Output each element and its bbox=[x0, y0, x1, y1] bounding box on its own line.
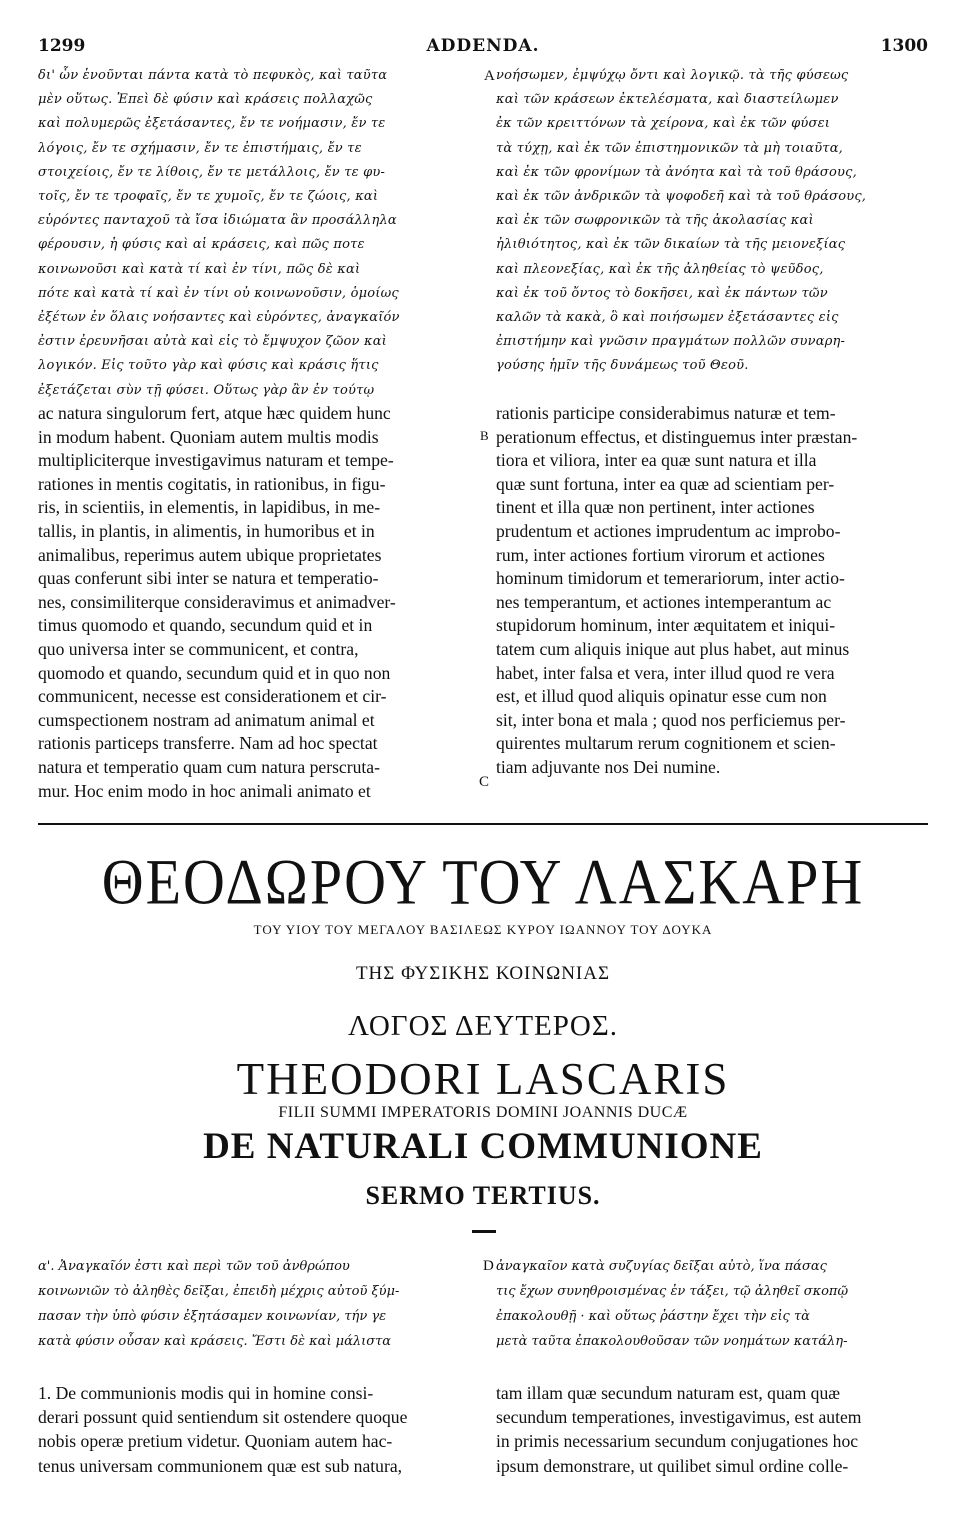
margin-mark-b: B bbox=[480, 428, 489, 443]
latin-text-bottom-left: 1. De communionis modis qui in homine consi- derari possunt quid sentiendum sit ostendere quoque nobis operæ pretium videtur. Quoniam autem hac- tenus universam communionem quæ est sub natura, bbox=[38, 1383, 408, 1476]
latin-subtitle: FILII SUMMI IMPERATORIS DOMINI JOANNIS DUCÆ bbox=[278, 1104, 688, 1121]
greek-title: ΘΕΟΔΩΡΟΥ ΤΟΥ ΛΑΣΚΑΡΗ bbox=[101, 845, 865, 918]
running-header bbox=[38, 36, 928, 60]
greek-text-bottom-right: ἀναγκαῖον κατὰ συζυγίας δεῖξαι αὐτὸ, ἵνα πάσας τις ἔχων συνηθροισμένας ἐν τάξει, τῷ ἀληθεῖ σκοπῷ ἐπακολουθῇ · καὶ οὕτως ῥάστην ἔχει τὴν εἰς τὰ μετὰ ταῦτα ἐπακολουθοῦσαν τῶν νοημάτων κατάλη- bbox=[496, 1259, 849, 1349]
greek-text-top-left: δι' ὧν ἑνοῦνται πάντα κατὰ τὸ πεφυκὸς, καὶ ταῦτα μὲν οὕτως. Ἐπεὶ δὲ φύσιν καὶ κράσεις πολλαχῶς καὶ πολυμερῶς ἐξετάσαντες, ἔν τε νοήμασιν, ἔν τε λόγοις, ἔν τε σχήμασιν, ἔν τε ἐπιστήμαις, ἔν τε στοιχείοις, ἔν τε λίθοις, ἔν τε μετάλλοις, ἔν τε φυ- τοῖς, ἔν τε τροφαῖς, ἔν τε χυμοῖς, ἔν τε ζώοις, καὶ εὑρόντες πανταχοῦ τὰ ἴσα ἰδιώματα ἃν προσάλληλα φέρουσιν, ἡ φύσις καὶ αἱ κράσεις, καὶ πῶς ποτε κοινωνοῦσι καὶ κατὰ τί καὶ ἐν τίνι, πῶς δὲ καὶ πότε καὶ κατὰ τί καὶ ἐν τίνι οὐ κοινωνοῦσιν, ὁμοίως ἐξέτων ἐν ὅλαις νοήσαντες καὶ εὑρόντες, ἀναγκαῖόν ἐστιν ἐρευνῆσαι αὐτὰ καὶ εἰς τὸ ἔμψυχον ζῶον καὶ λογικόν. Εἰς τοῦτο γὰρ καὶ φύσις καὶ κράσις ἥτις ἐξετάζεται σὺν τῇ φύσει. Οὕτως γὰρ ἂν ἐν τούτῳ bbox=[38, 68, 400, 398]
latin-sermo: SERMO TERTIUS. bbox=[365, 1181, 601, 1210]
greek-text-bottom-left: α'. Ἀναγκαῖόν ἐστι καὶ περὶ τῶν τοῦ ἀνθρώπου κοινωνιῶν τὸ ἀληθὲς δεῖξαι, ἐπειδὴ μέχρις αὐτοῦ ξύμ- πασαν τὴν ὑπὸ φύσιν ἐξητάσαμεν κοινωνίαν, τήν γε κατὰ φύσιν οὖσαν καὶ κράσεις. Ἔστι δὲ καὶ μάλιστα bbox=[38, 1259, 400, 1349]
margin-mark-d: D bbox=[483, 1258, 494, 1274]
greek-work-title: ΤΗΣ ΦΥΣΙΚΗΣ ΚΟΙΝΩΝΙΑΣ bbox=[355, 963, 611, 984]
latin-text-top-right: rationis participe considerabimus naturæ et tem- perationum effectus, et distinguemus inter præstan- tiora et viliora, inter ea quæ sunt natura et illa quæ sunt fortuna, inter ea quæ ad scientiam per- tinent et illa quæ non pertinent, inter actiones prudentum et actiones imprudentum ac improbo- rum, inter actiones fortium virorum et actiones hominum timidorum et temerariorum, inter actio- nes temperantum, et actiones intemperantum ac stupidorum hominum, inter æquitatem et iniqui- tatem cum aliquis inique aut plus habet, aut minus habet, inter falsa et vera, inter illud quod re vera est, et illud quod aliquis opinatur esse cum non sit, inter bona et mala ; quod nos perficiemus per- quirentes multarum rerum cognitionem et scien- tiam adjuvante nos Dei numine. bbox=[496, 403, 858, 777]
margin-mark-a: A bbox=[484, 68, 495, 84]
latin-work-title: DE NATURALI COMMUNIONE bbox=[203, 1126, 763, 1167]
greek-subtitle: ΤΟΥ ΥΙΟΥ ΤΟΥ ΜΕΓΑΛΟΥ ΒΑΣΙΛΕΩΣ ΚΥΡΟΥ ΙΩΑΝΝΟΥ ΤΟΥ ΔΟΥΚΑ bbox=[253, 922, 713, 937]
latin-title: THEODORI LASCARIS bbox=[236, 1054, 730, 1104]
left-page-number: 1299 bbox=[38, 36, 86, 56]
greek-text-top-right: νοήσωμεν, ἐμψύχῳ ὄντι καὶ λογικῷ. τὰ τῆς φύσεως καὶ τῶν κράσεων ἐκτελέσματα, καὶ διαστείλωμεν ἐκ τῶν κρειττόνων τὰ χείρονα, καὶ ἐκ τῶν φύσει τὰ τύχῃ, καὶ ἐκ τῶν ἐπιστημονικῶν τὰ μὴ τοιαῦτα, καὶ ἐκ τῶν φρονίμων τὰ ἀνόητα καὶ τὰ τοῦ θράσους, καὶ ἐκ τῶν ἀνδρικῶν τὰ ψοφοδεῆ καὶ τὰ τοῦ θράσους, καὶ ἐκ τῶν σωφρονικῶν τὰ τῆς ἀκολασίας καὶ ἠλιθιότητος, καὶ ἐκ τῶν δικαίων τὰ τῆς μειονεξίας καὶ πλεονεξίας, καὶ ἐκ τῆς ἀληθείας τὸ ψεῦδος, καὶ ἐκ τοῦ ὄντος τὸ δοκῆσει, καὶ ἐκ πάντων τῶν καλῶν τὰ κακὰ, ὃ καὶ ποιήσωμεν ἐξετάσαντες εἰς ἐπιστήμην καὶ γνῶσιν πραγμάτων πολλῶν συναρη- γούσης ἡμῖν τῆς δυνάμεως τοῦ Θεοῦ. bbox=[496, 68, 867, 374]
header-title: ADDENDA. bbox=[426, 36, 540, 56]
margin-mark-c: C bbox=[479, 774, 490, 790]
title-dash bbox=[472, 1230, 496, 1233]
greek-logos: ΛΟΓΟΣ ΔΕΥΤΕΡΟΣ. bbox=[348, 1010, 618, 1042]
right-page-number: 1300 bbox=[880, 36, 928, 56]
latin-text-bottom-right: tam illam quæ secundum naturam est, quam quæ secundum temperationes, investigavimus, est autem in primis necessarium secundum conjugationes hoc ipsum demonstrare, ut quilibet simul ordine colle- bbox=[496, 1383, 862, 1476]
latin-text-top-left: ac natura singulorum fert, atque hæc quidem hunc in modum habent. Quoniam autem multis modis multipliciterque investigavimus naturam et tempe- rationes in mentis cogitatis, in rationibus, in figu- ris, in scientiis, in elementis, in lapidibus, in me- tallis, in plantis, in alimentis, in humoribus et in animalibus, reperimus autem ubique proprietates quas conferunt sibi inter se natura et temperatio- nes, consimiliterque consideravimus et animadver- timus quomodo et quando, secundum quid et in quo universa inter se communicent, et contra, quomodo et quando, secundum quid et in quo non communicent, necesse est considerationem et cir- cumspectionem nostram ad animatum animal et rationis particeps transferre. Nam ad hoc spectat natura et temperatio quam cum natura perscruta- mur. Hoc enim modo in hoc animali animato et bbox=[38, 403, 396, 801]
section-rule bbox=[38, 823, 928, 825]
